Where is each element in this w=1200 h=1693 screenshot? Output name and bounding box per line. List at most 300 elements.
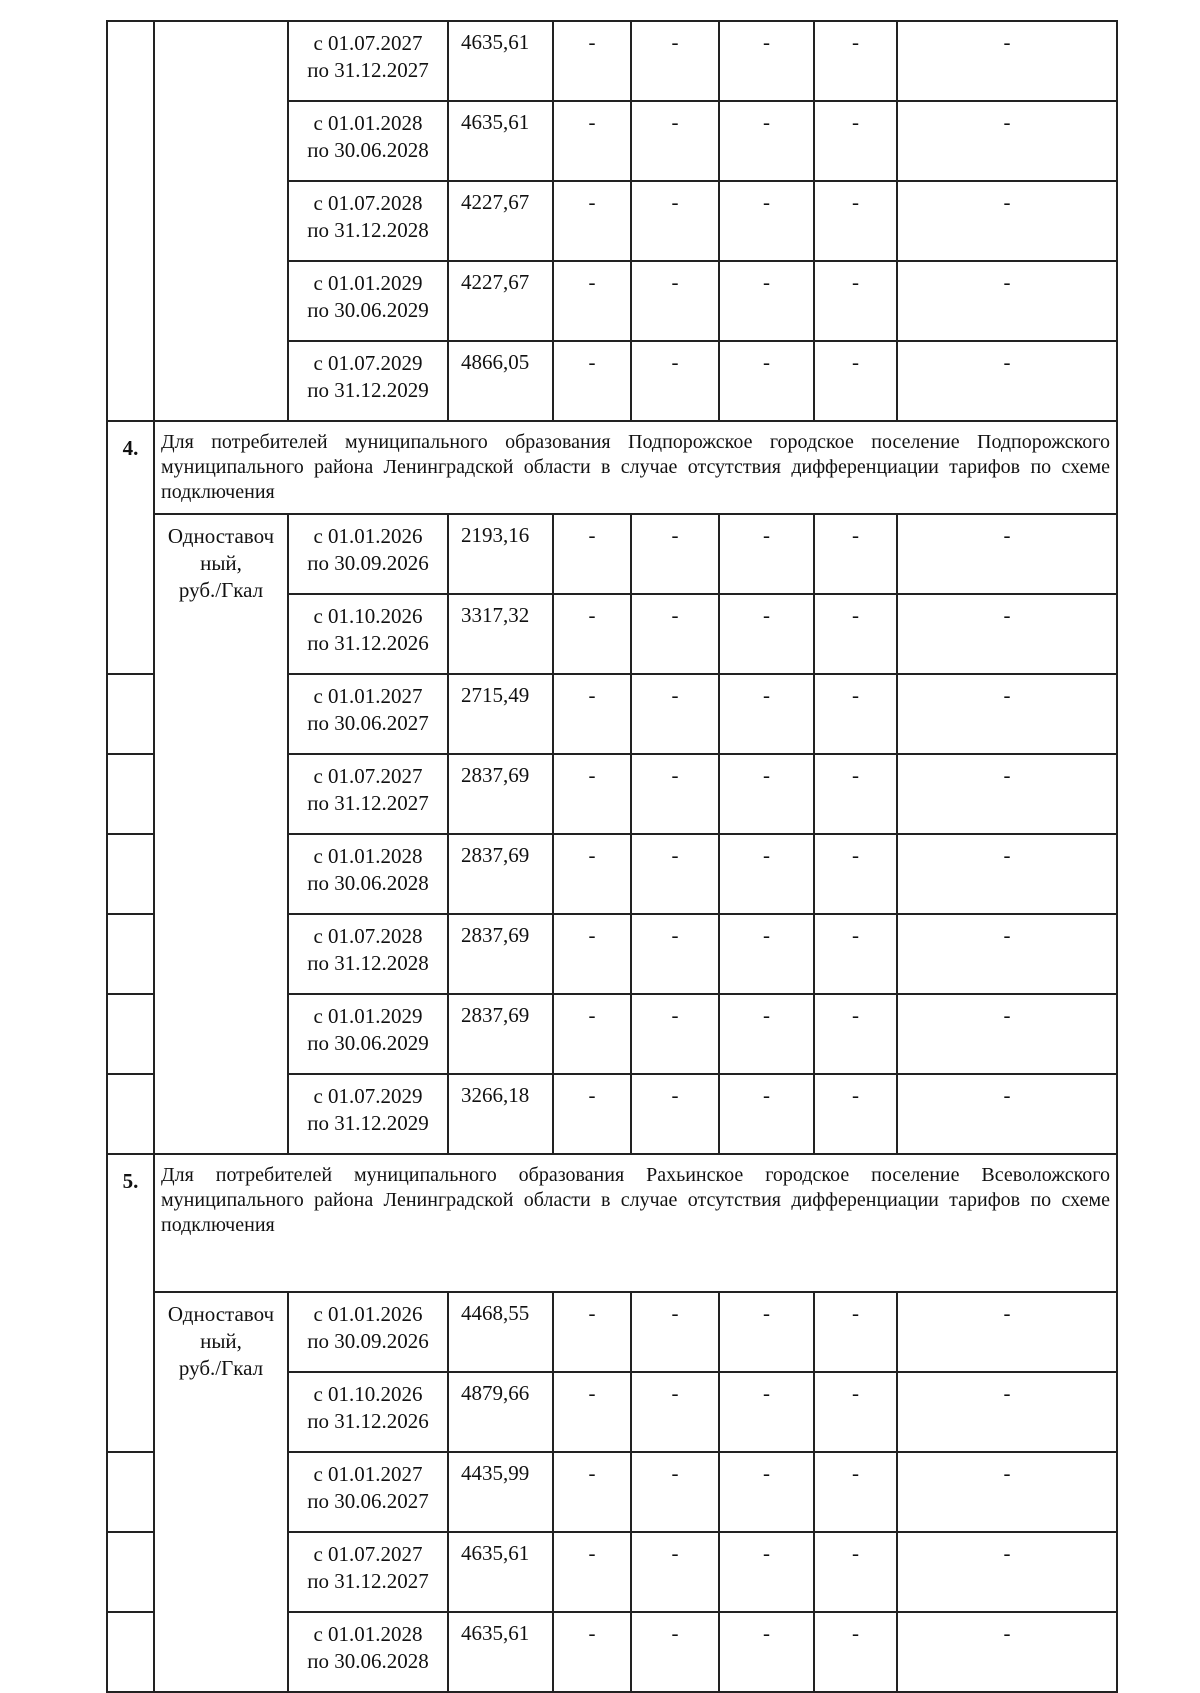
period-cell bbox=[288, 754, 448, 834]
empty-value-cell bbox=[897, 261, 1117, 341]
empty-value-cell bbox=[553, 101, 631, 181]
period-from: с 01.07.2029 bbox=[313, 351, 423, 375]
dash-mark: - bbox=[671, 1003, 679, 1027]
dash-mark: - bbox=[588, 1621, 596, 1645]
dash-mark: - bbox=[588, 270, 596, 294]
empty-value-cell bbox=[631, 914, 719, 994]
period-cell bbox=[288, 1292, 448, 1372]
empty-value-cell bbox=[631, 181, 719, 261]
empty-value-cell bbox=[814, 1532, 897, 1612]
dash-mark: - bbox=[1003, 1461, 1011, 1485]
empty-value-cell bbox=[814, 834, 897, 914]
empty-value-cell bbox=[553, 994, 631, 1074]
dash-mark: - bbox=[763, 270, 770, 294]
dash-mark: - bbox=[1003, 110, 1011, 134]
dash-mark: - bbox=[763, 1003, 770, 1027]
dash-mark: - bbox=[588, 763, 596, 787]
empty-value-cell bbox=[814, 21, 897, 101]
period-to: по 31.12.2029 bbox=[307, 1111, 429, 1135]
dash-mark: - bbox=[671, 523, 679, 547]
empty-value-cell bbox=[719, 994, 814, 1074]
price-value: 4227,67 bbox=[461, 190, 530, 214]
empty-value-cell bbox=[719, 514, 814, 594]
price-value: 2193,16 bbox=[461, 523, 530, 547]
section-heading-row bbox=[107, 421, 1117, 514]
empty-value-cell bbox=[814, 101, 897, 181]
number-cell-blank bbox=[107, 1292, 154, 1452]
dash-mark: - bbox=[1003, 1381, 1011, 1405]
empty-value-cell bbox=[814, 914, 897, 994]
period-cell bbox=[288, 181, 448, 261]
price-value: 4879,66 bbox=[461, 1381, 530, 1405]
dash-mark: - bbox=[671, 350, 679, 374]
empty-value-cell bbox=[553, 514, 631, 594]
period-from: с 01.01.2026 bbox=[313, 524, 423, 548]
section-number bbox=[107, 421, 154, 514]
period-from: с 01.07.2029 bbox=[313, 1084, 423, 1108]
number-cell-blank bbox=[107, 1612, 154, 1692]
number-cell-blank bbox=[107, 914, 154, 994]
empty-value-cell bbox=[897, 181, 1117, 261]
dash-mark: - bbox=[1003, 190, 1011, 214]
period-to: по 31.12.2028 bbox=[307, 951, 429, 975]
dash-mark: - bbox=[763, 683, 770, 707]
empty-value-cell bbox=[631, 1074, 719, 1154]
dash-mark: - bbox=[852, 683, 859, 707]
dash-mark: - bbox=[1003, 683, 1011, 707]
dash-mark: - bbox=[671, 843, 679, 867]
price-cell bbox=[448, 1074, 553, 1154]
number-cell-blank bbox=[107, 674, 154, 754]
unit-label: ный, bbox=[200, 1329, 242, 1353]
number-cell-blank bbox=[107, 834, 154, 914]
dash-mark: - bbox=[852, 190, 859, 214]
dash-mark: - bbox=[852, 1461, 859, 1485]
empty-value-cell bbox=[897, 994, 1117, 1074]
empty-value-cell bbox=[897, 101, 1117, 181]
period-from: с 01.10.2026 bbox=[313, 604, 423, 628]
empty-value-cell bbox=[553, 1372, 631, 1452]
dash-mark: - bbox=[1003, 1003, 1011, 1027]
empty-value-cell bbox=[631, 514, 719, 594]
dash-mark: - bbox=[1003, 923, 1011, 947]
dash-mark: - bbox=[852, 763, 859, 787]
dash-mark: - bbox=[1003, 843, 1011, 867]
dash-mark: - bbox=[1003, 1083, 1011, 1107]
empty-value-cell bbox=[897, 674, 1117, 754]
dash-mark: - bbox=[588, 350, 596, 374]
dash-mark: - bbox=[1003, 603, 1011, 627]
dash-mark: - bbox=[763, 523, 770, 547]
number-cell-blank bbox=[107, 514, 154, 674]
empty-value-cell bbox=[897, 1292, 1117, 1372]
empty-value-cell bbox=[719, 1612, 814, 1692]
price-value: 4635,61 bbox=[461, 110, 530, 134]
empty-value-cell bbox=[814, 514, 897, 594]
dash-mark: - bbox=[671, 1461, 679, 1485]
unit-label: руб./Гкал bbox=[178, 578, 264, 602]
price-value: 2715,49 bbox=[461, 683, 530, 707]
dash-mark: - bbox=[852, 1621, 859, 1645]
dash-mark: - bbox=[852, 30, 859, 54]
period-cell bbox=[288, 1532, 448, 1612]
empty-value-cell bbox=[553, 1532, 631, 1612]
dash-mark: - bbox=[671, 1083, 679, 1107]
period-from: с 01.01.2028 bbox=[313, 111, 423, 135]
price-value: 3266,18 bbox=[461, 1083, 530, 1107]
dash-mark: - bbox=[588, 1541, 596, 1565]
price-cell bbox=[448, 1292, 553, 1372]
empty-value-cell bbox=[719, 261, 814, 341]
empty-value-cell bbox=[631, 1292, 719, 1372]
empty-value-cell bbox=[553, 1452, 631, 1532]
dash-mark: - bbox=[852, 1083, 859, 1107]
dash-mark: - bbox=[763, 30, 770, 54]
period-from: с 01.07.2027 bbox=[313, 1542, 423, 1566]
price-value: 4635,61 bbox=[461, 1621, 530, 1645]
dash-mark: - bbox=[852, 270, 859, 294]
period-from: с 01.07.2027 bbox=[313, 764, 423, 788]
period-to: по 30.06.2028 bbox=[307, 1649, 429, 1673]
dash-mark: - bbox=[852, 350, 859, 374]
dash-mark: - bbox=[763, 843, 770, 867]
price-cell bbox=[448, 101, 553, 181]
period-cell bbox=[288, 994, 448, 1074]
empty-value-cell bbox=[897, 1372, 1117, 1452]
price-cell bbox=[448, 1532, 553, 1612]
period-cell bbox=[288, 341, 448, 421]
empty-value-cell bbox=[814, 994, 897, 1074]
number-cell-blank bbox=[107, 1452, 154, 1532]
dash-mark: - bbox=[852, 1301, 859, 1325]
dash-mark: - bbox=[763, 1083, 770, 1107]
period-cell bbox=[288, 914, 448, 994]
empty-value-cell bbox=[897, 834, 1117, 914]
empty-value-cell bbox=[719, 674, 814, 754]
dash-mark: - bbox=[763, 350, 770, 374]
period-from: с 01.07.2027 bbox=[313, 31, 423, 55]
number-cell-blank bbox=[107, 21, 154, 421]
dash-mark: - bbox=[763, 110, 770, 134]
dash-mark: - bbox=[852, 923, 859, 947]
period-to: по 30.06.2027 bbox=[307, 1489, 429, 1513]
dash-mark: - bbox=[852, 843, 859, 867]
price-value: 4635,61 bbox=[461, 1541, 530, 1565]
empty-value-cell bbox=[814, 1452, 897, 1532]
section-number-text: 4. bbox=[122, 436, 139, 460]
empty-value-cell bbox=[719, 834, 814, 914]
period-to: по 31.12.2027 bbox=[307, 791, 429, 815]
unit-cell bbox=[154, 514, 288, 1154]
empty-value-cell bbox=[553, 21, 631, 101]
empty-value-cell bbox=[897, 914, 1117, 994]
dash-mark: - bbox=[588, 923, 596, 947]
section-heading bbox=[154, 421, 1117, 514]
period-to: по 31.12.2027 bbox=[307, 1569, 429, 1593]
empty-value-cell bbox=[631, 1372, 719, 1452]
unit-cell bbox=[154, 1292, 288, 1692]
price-value: 2837,69 bbox=[461, 923, 530, 947]
period-to: по 30.06.2028 bbox=[307, 138, 429, 162]
dash-mark: - bbox=[588, 1381, 596, 1405]
price-value: 3317,32 bbox=[461, 603, 530, 627]
empty-value-cell bbox=[897, 514, 1117, 594]
dash-mark: - bbox=[588, 1461, 596, 1485]
empty-value-cell bbox=[814, 674, 897, 754]
empty-value-cell bbox=[631, 674, 719, 754]
period-from: с 01.01.2029 bbox=[313, 271, 423, 295]
empty-value-cell bbox=[897, 21, 1117, 101]
dash-mark: - bbox=[763, 1461, 770, 1485]
unit-label: руб./Гкал bbox=[178, 1356, 264, 1380]
period-cell bbox=[288, 674, 448, 754]
empty-value-cell bbox=[553, 594, 631, 674]
dash-mark: - bbox=[1003, 763, 1011, 787]
dash-mark: - bbox=[588, 30, 596, 54]
empty-value-cell bbox=[814, 181, 897, 261]
empty-value-cell bbox=[719, 101, 814, 181]
period-from: с 01.07.2028 bbox=[313, 191, 423, 215]
dash-mark: - bbox=[763, 603, 770, 627]
dash-mark: - bbox=[588, 843, 596, 867]
dash-mark: - bbox=[852, 110, 859, 134]
dash-mark: - bbox=[671, 1381, 679, 1405]
dash-mark: - bbox=[671, 270, 679, 294]
price-cell bbox=[448, 1452, 553, 1532]
dash-mark: - bbox=[852, 523, 859, 547]
dash-mark: - bbox=[763, 1541, 770, 1565]
empty-value-cell bbox=[631, 261, 719, 341]
period-cell bbox=[288, 1372, 448, 1452]
dash-mark: - bbox=[1003, 1301, 1011, 1325]
period-to: по 30.06.2029 bbox=[307, 298, 429, 322]
section-number bbox=[107, 1154, 154, 1292]
empty-value-cell bbox=[897, 594, 1117, 674]
period-cell bbox=[288, 594, 448, 674]
empty-value-cell bbox=[814, 1074, 897, 1154]
empty-value-cell bbox=[631, 594, 719, 674]
empty-value-cell bbox=[897, 1074, 1117, 1154]
tariff-row bbox=[107, 21, 1117, 101]
empty-value-cell bbox=[553, 181, 631, 261]
empty-value-cell bbox=[719, 181, 814, 261]
empty-value-cell bbox=[719, 1292, 814, 1372]
empty-value-cell bbox=[814, 341, 897, 421]
price-cell bbox=[448, 594, 553, 674]
period-from: с 01.10.2026 bbox=[313, 1382, 423, 1406]
dash-mark: - bbox=[1003, 1621, 1011, 1645]
empty-value-cell bbox=[814, 754, 897, 834]
dash-mark: - bbox=[588, 1301, 596, 1325]
dash-mark: - bbox=[852, 1381, 859, 1405]
empty-value-cell bbox=[719, 1372, 814, 1452]
period-to: по 31.12.2029 bbox=[307, 378, 429, 402]
empty-value-cell bbox=[814, 1612, 897, 1692]
dash-mark: - bbox=[671, 923, 679, 947]
empty-value-cell bbox=[553, 834, 631, 914]
empty-value-cell bbox=[814, 261, 897, 341]
period-cell bbox=[288, 1612, 448, 1692]
empty-value-cell bbox=[719, 1532, 814, 1612]
unit-cell-blank bbox=[154, 21, 288, 421]
dash-mark: - bbox=[588, 523, 596, 547]
empty-value-cell bbox=[631, 341, 719, 421]
dash-mark: - bbox=[671, 1301, 679, 1325]
empty-value-cell bbox=[719, 1452, 814, 1532]
empty-value-cell bbox=[897, 1532, 1117, 1612]
price-value: 4227,67 bbox=[461, 270, 530, 294]
empty-value-cell bbox=[719, 341, 814, 421]
dash-mark: - bbox=[852, 603, 859, 627]
dash-mark: - bbox=[671, 190, 679, 214]
unit-label: Одноставоч bbox=[167, 524, 275, 548]
price-value: 4435,99 bbox=[461, 1461, 530, 1485]
price-cell bbox=[448, 261, 553, 341]
price-cell bbox=[448, 674, 553, 754]
empty-value-cell bbox=[631, 101, 719, 181]
empty-value-cell bbox=[631, 21, 719, 101]
period-to: по 30.09.2026 bbox=[307, 551, 429, 575]
section-heading-text: Для потребителей муниципального образования Подпорожское городское поселение Подпорожского муниципального района Ленинградской области в случае отсутствия дифференциации тарифов по схеме подключения bbox=[161, 431, 1110, 503]
price-cell bbox=[448, 754, 553, 834]
empty-value-cell bbox=[719, 1074, 814, 1154]
dash-mark: - bbox=[671, 1541, 679, 1565]
dash-mark: - bbox=[671, 30, 679, 54]
dash-mark: - bbox=[588, 603, 596, 627]
tariff-table-body bbox=[107, 21, 1117, 1692]
dash-mark: - bbox=[671, 683, 679, 707]
empty-value-cell bbox=[631, 1532, 719, 1612]
section-number-text: 5. bbox=[122, 1169, 139, 1193]
number-cell-blank bbox=[107, 994, 154, 1074]
empty-value-cell bbox=[553, 341, 631, 421]
dash-mark: - bbox=[1003, 350, 1011, 374]
dash-mark: - bbox=[1003, 523, 1011, 547]
empty-value-cell bbox=[553, 674, 631, 754]
price-cell bbox=[448, 834, 553, 914]
empty-value-cell bbox=[553, 1612, 631, 1692]
period-from: с 01.01.2028 bbox=[313, 1622, 423, 1646]
empty-value-cell bbox=[553, 754, 631, 834]
price-value: 2837,69 bbox=[461, 843, 530, 867]
period-to: по 30.09.2026 bbox=[307, 1329, 429, 1353]
empty-value-cell bbox=[719, 594, 814, 674]
price-cell bbox=[448, 1372, 553, 1452]
dash-mark: - bbox=[763, 1381, 770, 1405]
price-cell bbox=[448, 21, 553, 101]
price-cell bbox=[448, 914, 553, 994]
price-value: 2837,69 bbox=[461, 763, 530, 787]
section-heading-row bbox=[107, 1154, 1117, 1292]
period-cell bbox=[288, 514, 448, 594]
price-value: 2837,69 bbox=[461, 1003, 530, 1027]
empty-value-cell bbox=[553, 1292, 631, 1372]
period-from: с 01.01.2029 bbox=[313, 1004, 423, 1028]
dash-mark: - bbox=[763, 763, 770, 787]
empty-value-cell bbox=[897, 341, 1117, 421]
empty-value-cell bbox=[897, 1452, 1117, 1532]
dash-mark: - bbox=[852, 1003, 859, 1027]
dash-mark: - bbox=[671, 1621, 679, 1645]
empty-value-cell bbox=[719, 21, 814, 101]
dash-mark: - bbox=[588, 1083, 596, 1107]
empty-value-cell bbox=[631, 834, 719, 914]
empty-value-cell bbox=[631, 1452, 719, 1532]
price-cell bbox=[448, 341, 553, 421]
period-to: по 31.12.2027 bbox=[307, 58, 429, 82]
empty-value-cell bbox=[631, 994, 719, 1074]
tariff-table bbox=[106, 20, 1118, 1693]
period-from: с 01.01.2028 bbox=[313, 844, 423, 868]
empty-value-cell bbox=[814, 594, 897, 674]
dash-mark: - bbox=[588, 683, 596, 707]
dash-mark: - bbox=[671, 763, 679, 787]
price-cell bbox=[448, 1612, 553, 1692]
empty-value-cell bbox=[719, 914, 814, 994]
period-from: с 01.01.2027 bbox=[313, 684, 423, 708]
tariff-row bbox=[107, 1292, 1117, 1372]
empty-value-cell bbox=[814, 1292, 897, 1372]
tariff-row bbox=[107, 514, 1117, 594]
period-to: по 30.06.2028 bbox=[307, 871, 429, 895]
period-to: по 31.12.2026 bbox=[307, 631, 429, 655]
period-to: по 31.12.2028 bbox=[307, 218, 429, 242]
empty-value-cell bbox=[814, 1372, 897, 1452]
dash-mark: - bbox=[588, 110, 596, 134]
dash-mark: - bbox=[763, 190, 770, 214]
dash-mark: - bbox=[1003, 270, 1011, 294]
price-cell bbox=[448, 181, 553, 261]
dash-mark: - bbox=[588, 190, 596, 214]
empty-value-cell bbox=[553, 261, 631, 341]
dash-mark: - bbox=[763, 1301, 770, 1325]
period-to: по 31.12.2026 bbox=[307, 1409, 429, 1433]
number-cell-blank bbox=[107, 754, 154, 834]
empty-value-cell bbox=[719, 754, 814, 834]
dash-mark: - bbox=[671, 110, 679, 134]
period-from: с 01.01.2027 bbox=[313, 1462, 423, 1486]
price-value: 4866,05 bbox=[461, 350, 530, 374]
empty-value-cell bbox=[631, 1612, 719, 1692]
period-cell bbox=[288, 101, 448, 181]
price-cell bbox=[448, 514, 553, 594]
dash-mark: - bbox=[763, 923, 770, 947]
unit-label: Одноставоч bbox=[167, 1302, 275, 1326]
section-heading bbox=[154, 1154, 1117, 1292]
dash-mark: - bbox=[671, 603, 679, 627]
period-from: с 01.07.2028 bbox=[313, 924, 423, 948]
empty-value-cell bbox=[553, 1074, 631, 1154]
unit-label: ный, bbox=[200, 551, 242, 575]
number-cell-blank bbox=[107, 1074, 154, 1154]
dash-mark: - bbox=[588, 1003, 596, 1027]
dash-mark: - bbox=[1003, 30, 1011, 54]
period-to: по 30.06.2027 bbox=[307, 711, 429, 735]
price-cell bbox=[448, 994, 553, 1074]
price-value: 4468,55 bbox=[461, 1301, 530, 1325]
period-cell bbox=[288, 1452, 448, 1532]
period-to: по 30.06.2029 bbox=[307, 1031, 429, 1055]
dash-mark: - bbox=[852, 1541, 859, 1565]
dash-mark: - bbox=[763, 1621, 770, 1645]
empty-value-cell bbox=[897, 754, 1117, 834]
period-cell bbox=[288, 834, 448, 914]
price-value: 4635,61 bbox=[461, 30, 530, 54]
period-cell bbox=[288, 1074, 448, 1154]
empty-value-cell bbox=[631, 754, 719, 834]
period-cell bbox=[288, 261, 448, 341]
number-cell-blank bbox=[107, 1532, 154, 1612]
